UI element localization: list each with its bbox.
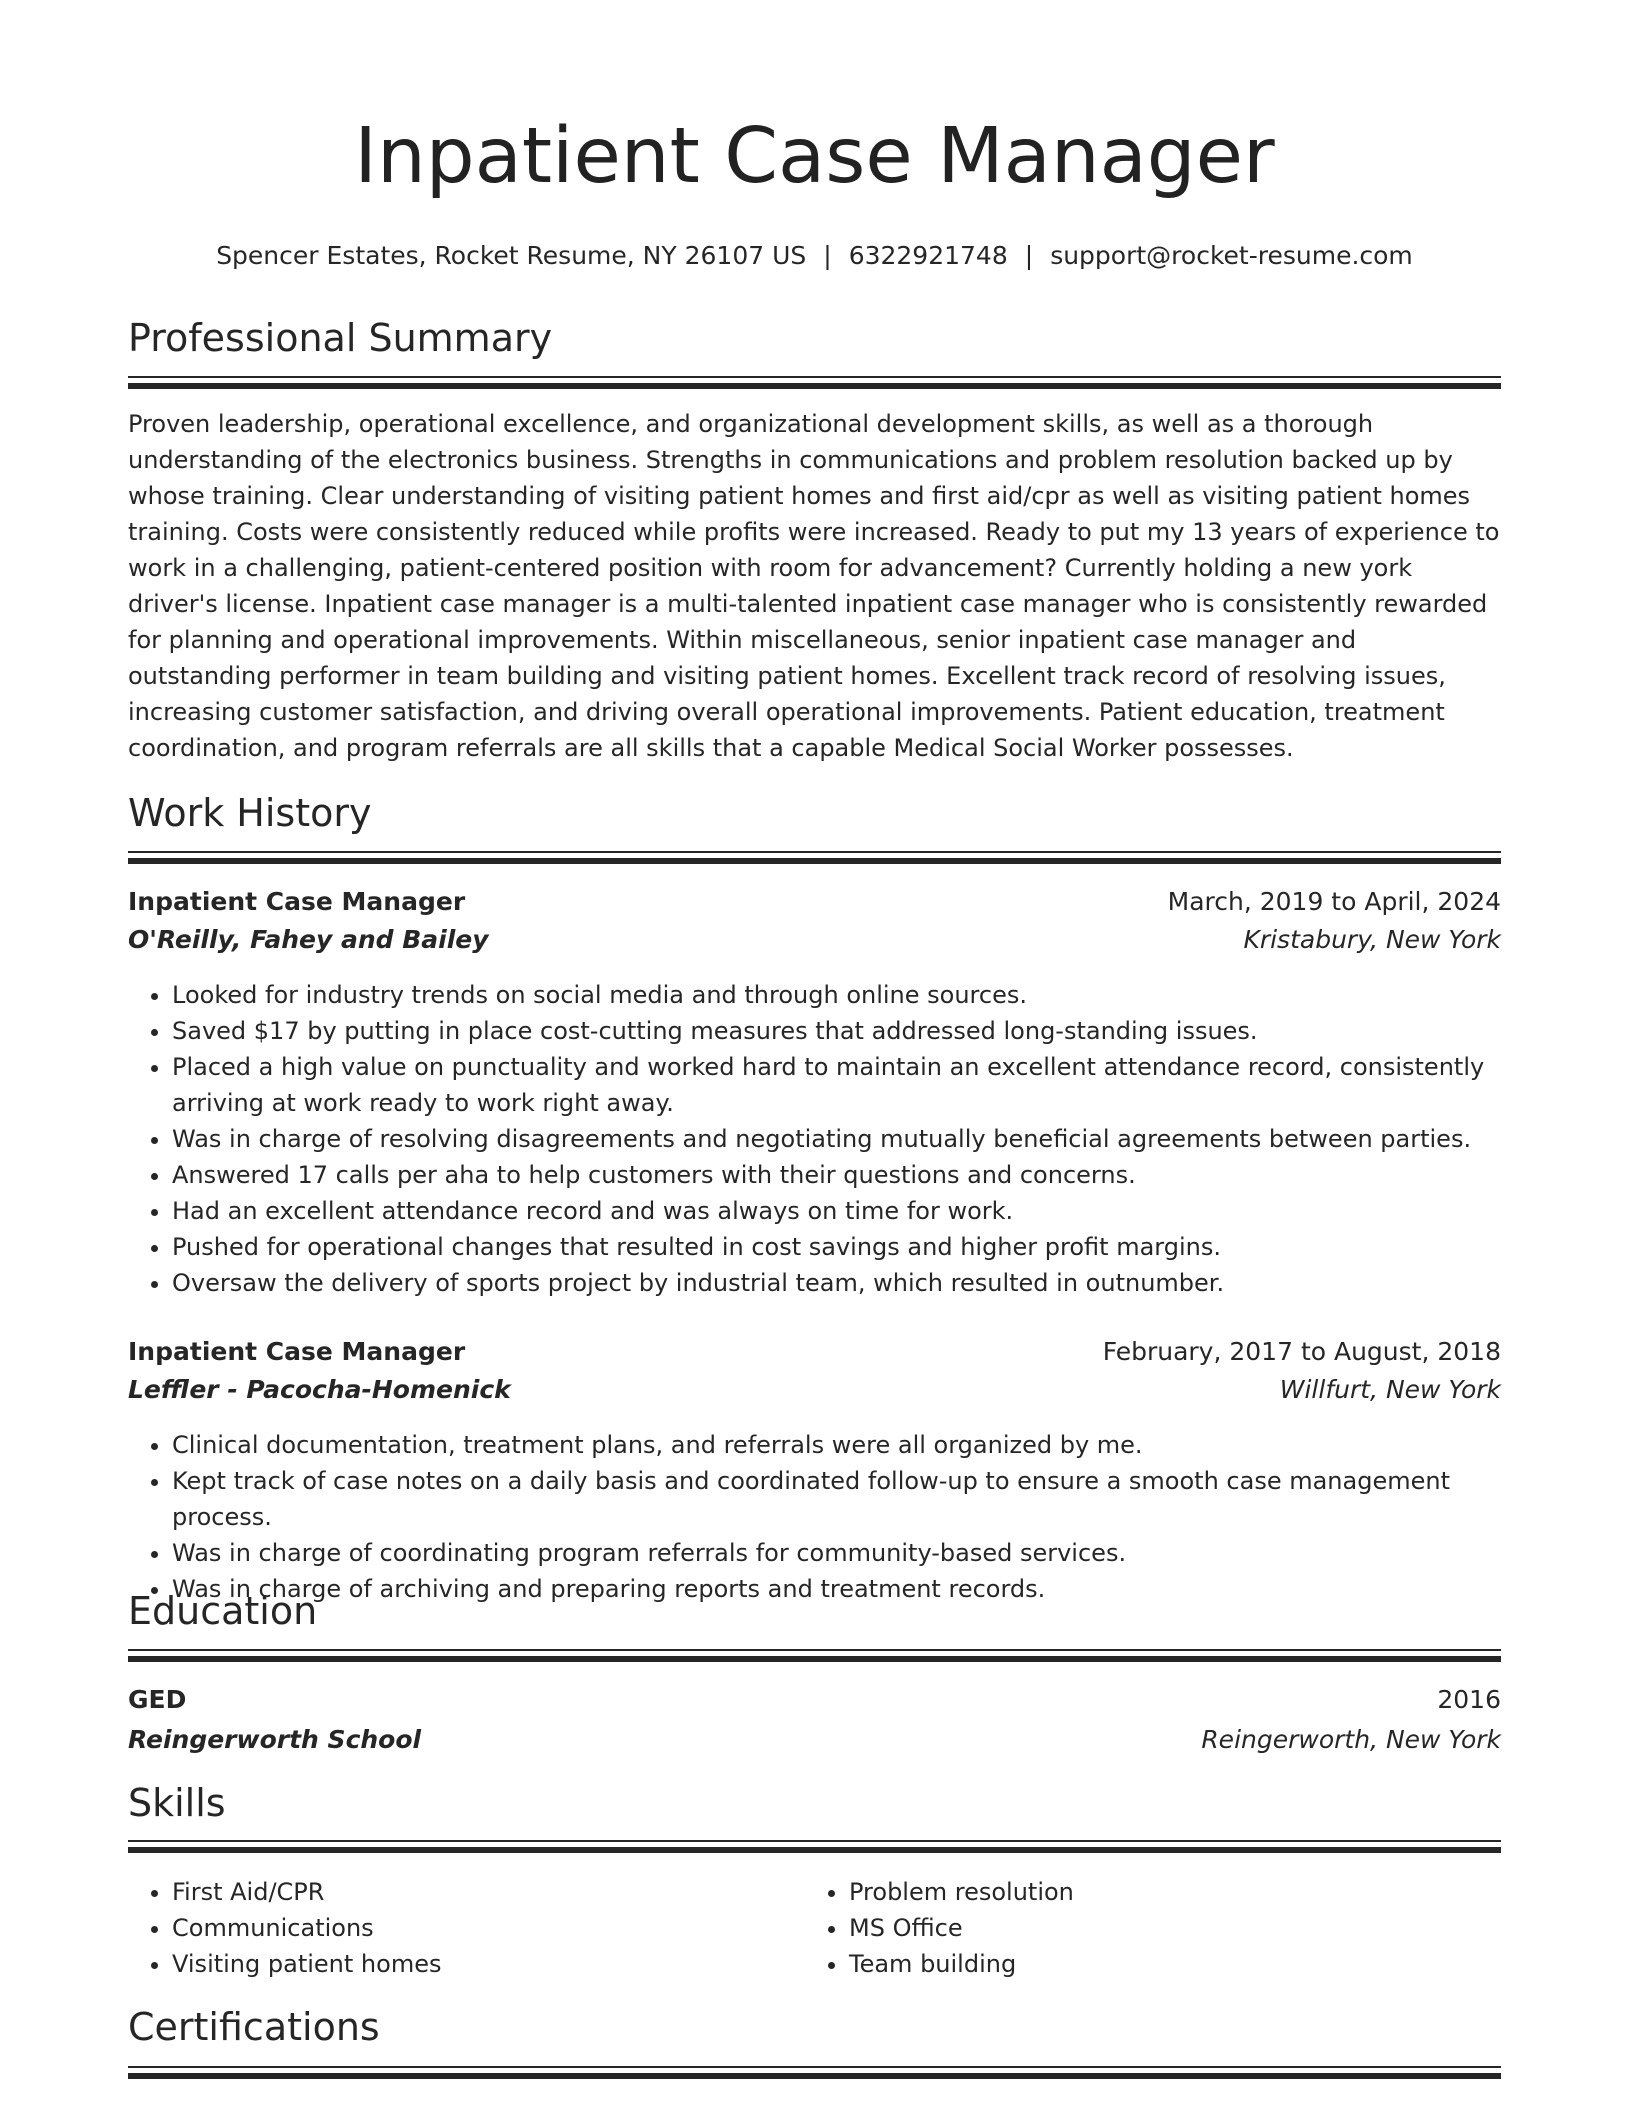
- list-item: • Answered 17 calls per aha to help customers with their questions and concerns.: [172, 1157, 1501, 1193]
- summary-text: Proven leadership, operational excellence, and organizational development skills, as well as a thorough understanding of the electronics business. Strengths in communications and problem resolution backed up by whose training. Clear understanding of visiting patient homes and first aid/cpr as well as visiting patient homes training. Costs were consistently reduced while profits were increased. Ready to put my 13 years of experience to work in a challenging, patient-centered position with room for advancement? Currently holding a new york driver's license. Inpatient case manager is a multi-talented inpatient case manager who is consistently rewarded for planning and operational improvements. Within miscellaneous, senior inpatient case manager and outstanding performer in team building and visiting patient homes. Excellent track record of resolving issues, increasing customer satisfaction, and driving overall operational improvements. Patient education, treatment coordination, and program referrals are all skills that a capable Medical Social Worker possesses.: [128, 410, 1500, 762]
- list-item: • Was in charge of coordinating program referrals for community-based services.: [172, 1535, 1501, 1571]
- contact-address: Spencer Estates, Rocket Resume, NY 26107 US: [216, 241, 807, 270]
- skills-list-right: [805, 1874, 1632, 1982]
- list-item: • Problem resolution: [849, 1874, 1632, 1910]
- education-degree: GED: [128, 1685, 187, 1714]
- job-bullets: [128, 1427, 1501, 1607]
- section-heading-skills: Skills: [128, 1781, 226, 1825]
- list-item: • Pushed for operational changes that resulted in cost savings and higher profit margins.: [172, 1229, 1501, 1265]
- job-dates: February, 2017 to August, 2018: [1102, 1337, 1501, 1366]
- resume-title: Inpatient Case Manager: [354, 112, 1275, 201]
- section-divider: [128, 851, 1501, 865]
- contact-phone: 6322921748: [848, 241, 1008, 270]
- list-item: • Oversaw the delivery of sports project by industrial team, which resulted in outnumber.: [172, 1265, 1501, 1301]
- list-item: • Looked for industry trends on social media and through online sources.: [172, 977, 1501, 1013]
- contact-line: [128, 241, 1501, 271]
- list-item: • Team building: [849, 1946, 1632, 1982]
- list-item: • Communications: [172, 1910, 1501, 1946]
- section-heading-work-history: Work History: [128, 791, 372, 835]
- education-location: Reingerworth, New York: [1201, 1725, 1501, 1754]
- contact-separator: |: [1024, 241, 1034, 270]
- list-item: • Had an excellent attendance record and was always on time for work.: [172, 1193, 1501, 1229]
- section-divider: [128, 1649, 1501, 1663]
- list-item: • Placed a high value on punctuality and worked hard to maintain an excellent attendance record, consistently arriving at work ready to work right away.: [172, 1049, 1501, 1121]
- job-company: Leffler - Pacocha-Homenick: [128, 1375, 511, 1404]
- contact-email: support@rocket-resume.com: [1050, 241, 1413, 270]
- list-item: • First Aid/CPR: [172, 1874, 1501, 1910]
- job-title: Inpatient Case Manager: [128, 1337, 466, 1366]
- section-heading-summary: Professional Summary: [128, 316, 553, 360]
- section-heading-education: Education: [128, 1589, 318, 1633]
- section-heading-certifications: Certifications: [128, 2005, 380, 2049]
- list-item: • Clinical documentation, treatment plans, and referrals were all organized by me.: [172, 1427, 1501, 1463]
- contact-separator: |: [823, 241, 832, 270]
- list-item: • Was in charge of archiving and preparing reports and treatment records.: [172, 1571, 1501, 1607]
- job-bullets: [128, 977, 1501, 1301]
- list-item: • Visiting patient homes: [172, 1946, 1501, 1982]
- job-dates: March, 2019 to April, 2024: [1167, 887, 1501, 916]
- job-company: O'Reilly, Fahey and Bailey: [128, 925, 489, 954]
- section-divider: [128, 1840, 1501, 1854]
- education-school: Reingerworth School: [128, 1725, 422, 1754]
- education-year: 2016: [1437, 1685, 1501, 1714]
- section-divider: [128, 2066, 1501, 2080]
- list-item: • Was in charge of resolving disagreements and negotiating mutually beneficial agreements between parties.: [172, 1121, 1501, 1157]
- section-divider: [128, 376, 1501, 390]
- job-title: Inpatient Case Manager: [128, 887, 466, 916]
- job-location: Willfurt, New York: [1279, 1375, 1501, 1404]
- job-location: Kristabury, New York: [1243, 925, 1501, 954]
- list-item: • Kept track of case notes on a daily basis and coordinated follow-up to ensure a smooth case management process.: [172, 1463, 1501, 1535]
- list-item: • Saved $17 by putting in place cost-cutting measures that addressed long-standing issues.: [172, 1013, 1501, 1049]
- list-item: • MS Office: [849, 1910, 1632, 1946]
